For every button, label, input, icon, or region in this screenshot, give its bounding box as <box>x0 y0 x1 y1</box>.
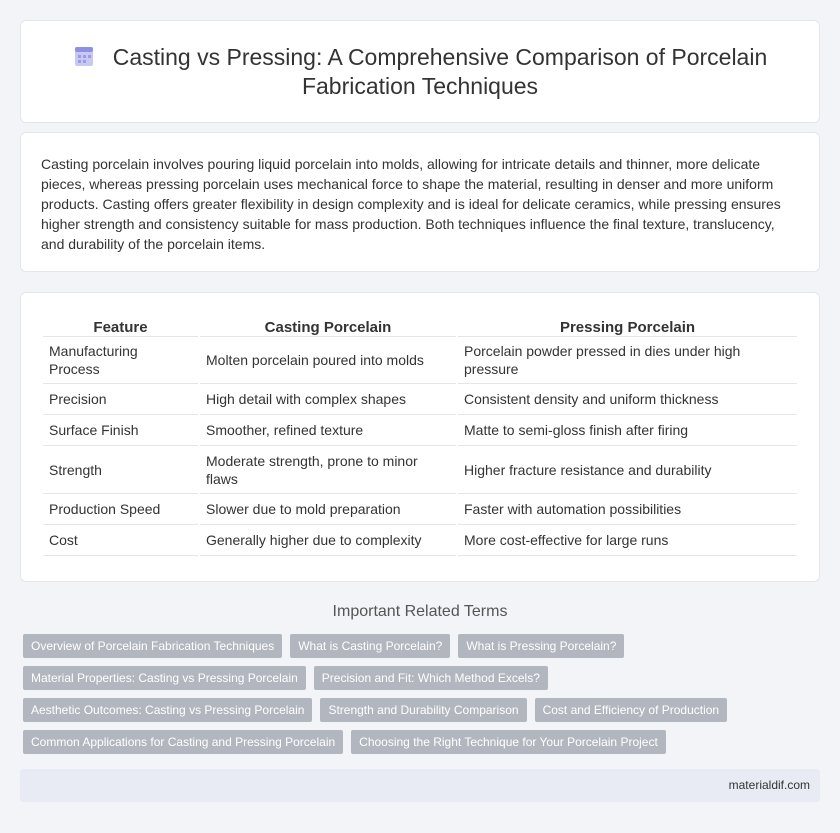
table-cell: Cost <box>43 525 198 556</box>
table-row <box>43 525 797 556</box>
table-cell: Higher fracture resistance and durability <box>458 446 797 494</box>
title-line-2: Fabrication Techniques <box>301 73 539 99</box>
table-cell: Molten porcelain poured into molds <box>200 337 456 384</box>
related-term-tag[interactable]: Common Applications for Casting and Pressing Porcelain <box>23 730 343 754</box>
comparison-card <box>20 292 820 582</box>
table-cell: Production Speed <box>43 494 198 525</box>
header-pressing: Pressing Porcelain <box>458 316 797 337</box>
footer-bar <box>20 769 820 802</box>
header-casting: Casting Porcelain <box>200 316 456 337</box>
header-card <box>20 20 820 123</box>
table-row <box>43 446 797 494</box>
related-term-tag[interactable]: Overview of Porcelain Fabrication Techniques <box>23 634 282 658</box>
related-terms-title: Important Related Terms <box>332 603 508 620</box>
table-cell: Manufacturing Process <box>43 337 198 384</box>
table-header-row <box>43 316 797 337</box>
footer-site-link[interactable]: materialdif.com <box>728 778 810 792</box>
table-row <box>43 384 797 415</box>
related-term-tag[interactable]: What is Pressing Porcelain? <box>458 634 624 658</box>
table-cell: Strength <box>43 446 198 494</box>
related-term-tag[interactable]: Aesthetic Outcomes: Casting vs Pressing Porcelain <box>23 698 312 722</box>
page-title <box>21 43 819 101</box>
table-cell: High detail with complex shapes <box>200 384 456 415</box>
related-terms-list <box>23 634 803 754</box>
table-row <box>43 337 797 384</box>
related-term-tag[interactable]: Precision and Fit: Which Method Excels? <box>314 666 548 690</box>
table-cell: More cost-effective for large runs <box>458 525 797 556</box>
header-feature: Feature <box>43 316 198 337</box>
related-term-tag[interactable]: Strength and Durability Comparison <box>320 698 526 722</box>
table-cell: Moderate strength, prone to minor flaws <box>200 446 456 494</box>
table-cell: Precision <box>43 384 198 415</box>
table-cell: Smoother, refined texture <box>200 415 456 446</box>
related-term-tag[interactable]: Choosing the Right Technique for Your Porcelain Project <box>351 730 666 754</box>
title-line-1: Casting vs Pressing: A Comprehensive Comparison of Porcelain <box>112 44 768 70</box>
table-cell: Matte to semi-gloss finish after firing <box>458 415 797 446</box>
document-icon <box>73 45 95 67</box>
intro-card <box>20 132 820 272</box>
table-cell: Slower due to mold preparation <box>200 494 456 525</box>
table-cell: Generally higher due to complexity <box>200 525 456 556</box>
table-row <box>43 415 797 446</box>
related-term-tag[interactable]: Cost and Efficiency of Production <box>535 698 728 722</box>
table-row <box>43 494 797 525</box>
related-term-tag[interactable]: What is Casting Porcelain? <box>290 634 450 658</box>
table-cell: Surface Finish <box>43 415 198 446</box>
intro-paragraph: Casting porcelain involves pouring liquid porcelain into molds, allowing for intricate details and thinner, more delicate pieces, whereas pressing porcelain uses mechanical force to shape the material, resulting in denser and more uniform products. Casting offers greater flexibility in design complexity and is ideal for delicate ceramics, while pressing ensures higher strength and consistency suitable for mass production. Both techniques influence the final texture, translucency, and durability of the porcelain items. <box>41 156 781 252</box>
table-cell: Faster with automation possibilities <box>458 494 797 525</box>
related-term-tag[interactable]: Material Properties: Casting vs Pressing Porcelain <box>23 666 306 690</box>
table-cell: Consistent density and uniform thickness <box>458 384 797 415</box>
comparison-table <box>41 316 799 556</box>
table-cell: Porcelain powder pressed in dies under high pressure <box>458 337 797 384</box>
